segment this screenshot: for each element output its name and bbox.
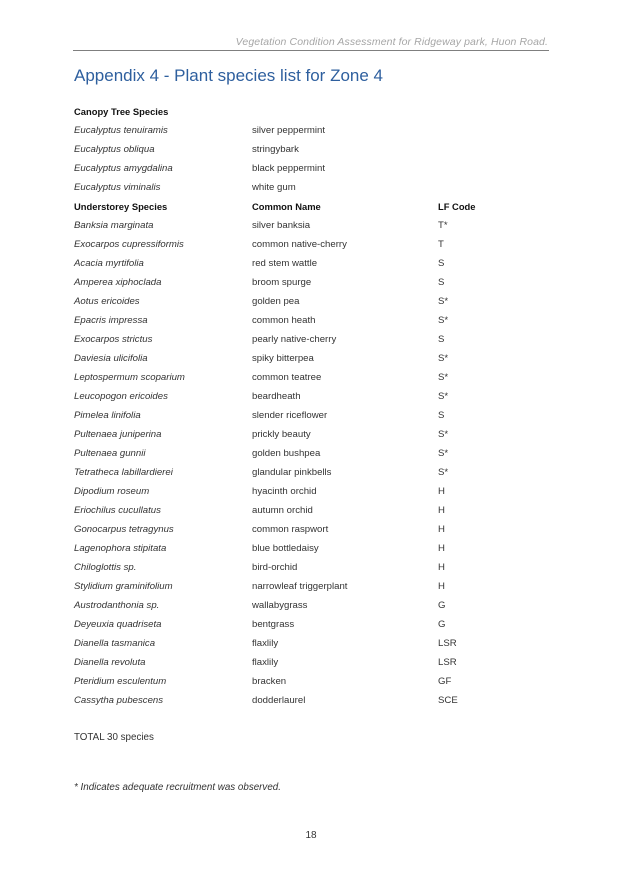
common-name: black peppermint [252, 163, 326, 174]
scientific-name: Eucalyptus obliqua [74, 144, 155, 155]
lf-code: H [438, 543, 445, 554]
table-row [74, 387, 514, 406]
table-row [74, 615, 514, 634]
table-row [74, 406, 514, 425]
table-row [74, 444, 514, 463]
table-row [74, 235, 514, 254]
scientific-name: Leucopogon ericoides [74, 391, 168, 402]
scientific-name: Aotus ericoides [74, 296, 140, 307]
scientific-name: Pimelea linifolia [74, 410, 141, 421]
table-row [74, 140, 514, 159]
scientific-name: Dianella tasmanica [74, 638, 156, 649]
common-name: pearly native-cherry [252, 334, 337, 345]
scientific-name: Amperea xiphoclada [74, 277, 162, 288]
common-name: slender riceflower [252, 410, 328, 421]
table-row [74, 577, 514, 596]
scientific-name: Cassytha pubescens [74, 695, 164, 706]
lf-code: S [438, 334, 445, 345]
species-table [74, 102, 514, 710]
column-header-lf-code: LF Code [438, 201, 476, 212]
table-row [74, 178, 514, 197]
common-name: common native-cherry [252, 239, 347, 250]
common-name: spiky bitterpea [252, 353, 314, 364]
table-row [74, 292, 514, 311]
common-name: bentgrass [252, 619, 295, 630]
scientific-name: Eucalyptus viminalis [74, 182, 161, 193]
lf-code: LSR [438, 657, 457, 668]
scientific-name: Exocarpos strictus [74, 334, 153, 345]
common-name: broom spurge [252, 277, 312, 288]
table-row [74, 672, 514, 691]
scientific-name: Pultenaea gunnii [74, 448, 146, 459]
table-row [74, 368, 514, 387]
scientific-name: Exocarpos cupressiformis [74, 239, 184, 250]
table-row [74, 349, 514, 368]
table-row [74, 273, 514, 292]
common-name: narrowleaf triggerplant [252, 581, 348, 592]
lf-code: H [438, 524, 445, 535]
scientific-name: Tetratheca labillardierei [74, 467, 173, 478]
table-row [74, 311, 514, 330]
table-row [74, 463, 514, 482]
common-name: silver banksia [252, 220, 311, 231]
common-name: golden bushpea [252, 448, 321, 459]
scientific-name: Lagenophora stipitata [74, 543, 167, 554]
common-name: autumn orchid [252, 505, 313, 516]
table-row [74, 254, 514, 273]
scientific-name: Deyeuxia quadriseta [74, 619, 162, 630]
common-name: white gum [252, 182, 296, 193]
table-row [74, 482, 514, 501]
common-name: common teatree [252, 372, 322, 383]
scientific-name: Chiloglottis sp. [74, 562, 137, 573]
scientific-name: Stylidium graminifolium [74, 581, 173, 592]
lf-code: H [438, 562, 445, 573]
lf-code: G [438, 600, 446, 611]
lf-code: G [438, 619, 446, 630]
scientific-name: Dianella revoluta [74, 657, 146, 668]
common-name: bracken [252, 676, 287, 687]
table-row [74, 216, 514, 235]
table-row [74, 653, 514, 672]
common-name: hyacinth orchid [252, 486, 317, 497]
scientific-name: Acacia myrtifolia [74, 258, 144, 269]
lf-code: S [438, 277, 445, 288]
canopy-heading-row [74, 102, 514, 121]
common-name: prickly beauty [252, 429, 311, 440]
lf-code: S* [438, 429, 449, 440]
scientific-name: Eucalyptus tenuiramis [74, 125, 168, 136]
table-row [74, 501, 514, 520]
common-name: dodderlaurel [252, 695, 306, 706]
footnote: * Indicates adequate recruitment was observed. [74, 782, 281, 793]
table-row [74, 539, 514, 558]
scientific-name: Epacris impressa [74, 315, 148, 326]
scientific-name: Gonocarpus tetragynus [74, 524, 174, 535]
lf-code: S* [438, 315, 449, 326]
column-header-species: Understorey Species [74, 201, 168, 212]
lf-code: S* [438, 467, 449, 478]
common-name: wallabygrass [252, 600, 308, 611]
scientific-name: Daviesia ulicifolia [74, 353, 148, 364]
lf-code: H [438, 581, 445, 592]
scientific-name: Banksia marginata [74, 220, 154, 231]
lf-code: H [438, 505, 445, 516]
table-row [74, 691, 514, 710]
table-row [74, 634, 514, 653]
lf-code: T* [438, 220, 448, 231]
common-name: stringybark [252, 144, 299, 155]
common-name: red stem wattle [252, 258, 318, 269]
lf-code: S* [438, 448, 449, 459]
table-row [74, 330, 514, 349]
table-row [74, 520, 514, 539]
scientific-name: Eucalyptus amygdalina [74, 163, 173, 174]
canopy-heading: Canopy Tree Species [74, 106, 169, 117]
table-row [74, 558, 514, 577]
common-name: beardheath [252, 391, 301, 402]
scientific-name: Austrodanthonia sp. [74, 600, 160, 611]
header-divider [73, 50, 549, 51]
total-species: TOTAL 30 species [74, 732, 154, 743]
lf-code: S [438, 258, 445, 269]
running-header: Vegetation Condition Assessment for Ridgeway park, Huon Road. [235, 36, 548, 48]
lf-code: H [438, 486, 445, 497]
understorey-rows [74, 216, 514, 710]
lf-code: S [438, 410, 445, 421]
common-name: flaxlily [252, 638, 279, 649]
lf-code: S* [438, 391, 449, 402]
table-row [74, 121, 514, 140]
common-name: silver peppermint [252, 125, 326, 136]
lf-code: T [438, 239, 444, 250]
scientific-name: Pultenaea juniperina [74, 429, 162, 440]
lf-code: LSR [438, 638, 457, 649]
lf-code: GF [438, 676, 452, 687]
common-name: common heath [252, 315, 316, 326]
common-name: golden pea [252, 296, 300, 307]
scientific-name: Dipodium roseum [74, 486, 150, 497]
understorey-header-row [74, 197, 514, 216]
scientific-name: Eriochilus cucullatus [74, 505, 161, 516]
lf-code: SCE [438, 695, 458, 706]
table-row [74, 425, 514, 444]
lf-code: S* [438, 296, 449, 307]
table-row [74, 159, 514, 178]
common-name: flaxlily [252, 657, 279, 668]
table-row [74, 596, 514, 615]
scientific-name: Pteridium esculentum [74, 676, 167, 687]
lf-code: S* [438, 372, 449, 383]
lf-code: S* [438, 353, 449, 364]
column-header-common-name: Common Name [252, 201, 321, 212]
scientific-name: Leptospermum scoparium [74, 372, 185, 383]
page-number: 18 [305, 830, 317, 841]
common-name: blue bottledaisy [252, 543, 319, 554]
canopy-rows [74, 121, 514, 197]
common-name: common raspwort [252, 524, 329, 535]
page-title: Appendix 4 - Plant species list for Zone 4 [74, 66, 383, 85]
common-name: bird-orchid [252, 562, 298, 573]
common-name: glandular pinkbells [252, 467, 332, 478]
